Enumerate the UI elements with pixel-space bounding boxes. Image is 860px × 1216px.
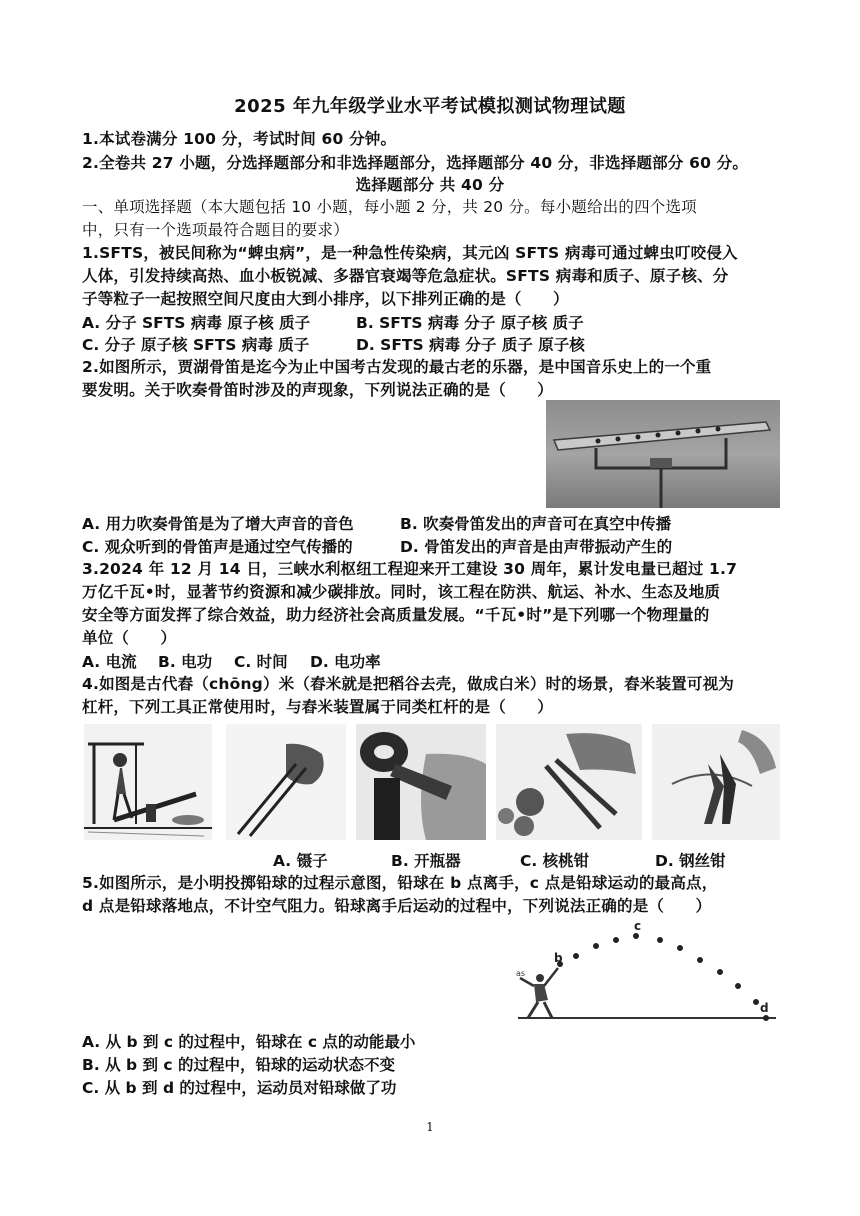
q5-option-b: B. 从 b 到 c 的过程中，铅球的运动状态不变: [82, 1056, 395, 1074]
rice-pounding-scene-image: [84, 724, 212, 840]
shot-put-trajectory-figure: [514, 916, 780, 1024]
bone-flute-photo: [546, 400, 780, 508]
q2-option-d: D. 骨笛发出的声音是由声带振动产生的: [400, 538, 673, 556]
wire-pliers-image: [652, 724, 780, 840]
q4-option-c: C. 核桃钳: [520, 852, 590, 870]
q1-stem-line: 子等粒子一起按照空间尺度由大到小排序，以下排列正确的是（ ）: [82, 290, 569, 308]
point-label-d: d: [760, 1001, 769, 1015]
q2-option-a: A. 用力吹奏骨笛是为了增大声音的音色: [82, 515, 354, 533]
q3-option-c: C. 时间: [234, 653, 288, 671]
q1-option-b: B. SFTS 病毒 分子 原子核 质子: [356, 314, 584, 332]
page-title: 2025 年九年级学业水平考试模拟测试物理试题: [234, 96, 626, 117]
q4-option-d: D. 钢丝钳: [655, 852, 726, 870]
q4-stem-line: 4.如图是古代舂（chōng）米（舂米就是把稻谷去壳，做成白米）时的场景，舂米装置可视为: [82, 675, 734, 693]
q3-stem-line: 3.2024 年 12 月 14 日，三峡水利枢纽工程迎来开工建设 30 周年，累计发电量已超过 1.7: [82, 560, 738, 578]
page-number: 1: [426, 1120, 434, 1134]
q1-option-a: A. 分子 SFTS 病毒 原子核 质子: [82, 314, 311, 332]
q5-stem-line: 5.如图所示，是小明投掷铅球的过程示意图，铅球在 b 点离手，c 点是铅球运动的最高点，: [82, 874, 718, 892]
q1-option-d: D. SFTS 病毒 分子 质子 原子核: [356, 336, 585, 354]
q5-option-a: A. 从 b 到 c 的过程中，铅球在 c 点的动能最小: [82, 1033, 416, 1051]
q5-option-c: C. 从 b 到 d 的过程中，运动员对铅球做了功: [82, 1079, 397, 1097]
part1-intro-line: 中，只有一个选项最符合题目的要求）: [82, 221, 349, 239]
note-2: 2.全卷共 27 小题，分选择题部分和非选择题部分，选择题部分 40 分，非选择题部分 60 分。: [82, 154, 749, 172]
q3-stem-line: 安全等方面发挥了综合效益，助力经济社会高质量发展。“千瓦•时”是下列哪一个物理量的: [82, 606, 710, 624]
q1-stem-line: 1.SFTS，被民间称为“蜱虫病”，是一种急性传染病，其元凶 SFTS 病毒可通过蜱虫叮咬侵入: [82, 244, 738, 262]
q3-option-b: B. 电功: [158, 653, 213, 671]
section-heading: 选择题部分 共 40 分: [355, 176, 505, 194]
q5-stem-line: d 点是铅球落地点，不计空气阻力。铅球离手后运动的过程中，下列说法正确的是（ ）: [82, 897, 712, 915]
q3-option-d: D. 电功率: [310, 653, 381, 671]
q1-stem-line: 人体，引发持续高热、血小板锐减、多器官衰竭等危急症状。SFTS 病毒和质子、原子核、分: [82, 267, 729, 285]
tweezers-chopsticks-image: [226, 724, 346, 840]
q2-option-b: B. 吹奏骨笛发出的声音可在真空中传播: [400, 515, 672, 533]
q4-stem-line: 杠杆，下列工具正常使用时，与舂米装置属于同类杠杆的是（ ）: [82, 698, 554, 716]
q2-stem-line: 2.如图所示，贾湖骨笛是迄今为止中国考古发现的最古老的乐器，是中国音乐史上的一个重: [82, 358, 712, 376]
svg-text:as: as: [516, 969, 526, 978]
q4-option-b: B. 开瓶器: [391, 852, 461, 870]
point-label-c: c: [634, 919, 642, 933]
q3-option-a: A. 电流: [82, 653, 137, 671]
q2-stem-line: 要发明。关于吹奏骨笛时涉及的声现象，下列说法正确的是（ ）: [82, 381, 554, 399]
q2-option-c: C. 观众听到的骨笛声是通过空气传播的: [82, 538, 353, 556]
q3-stem-line: 单位（ ）: [82, 629, 177, 647]
nutcracker-image: [496, 724, 642, 840]
note-1: 1.本试卷满分 100 分，考试时间 60 分钟。: [82, 130, 397, 148]
q4-option-a: A. 镊子: [273, 852, 328, 870]
q1-option-c: C. 分子 原子核 SFTS 病毒 质子: [82, 336, 310, 354]
part1-intro-line: 一、单项选择题（本大题包括 10 小题，每小题 2 分，共 20 分。每小题给出的四个选项: [82, 198, 697, 216]
point-label-b: b: [554, 951, 563, 965]
bottle-opener-image: [356, 724, 486, 840]
q3-stem-line: 万亿千瓦•时，显著节约资源和减少碳排放。同时，该工程在防洪、航运、补水、生态及地质: [82, 583, 721, 601]
